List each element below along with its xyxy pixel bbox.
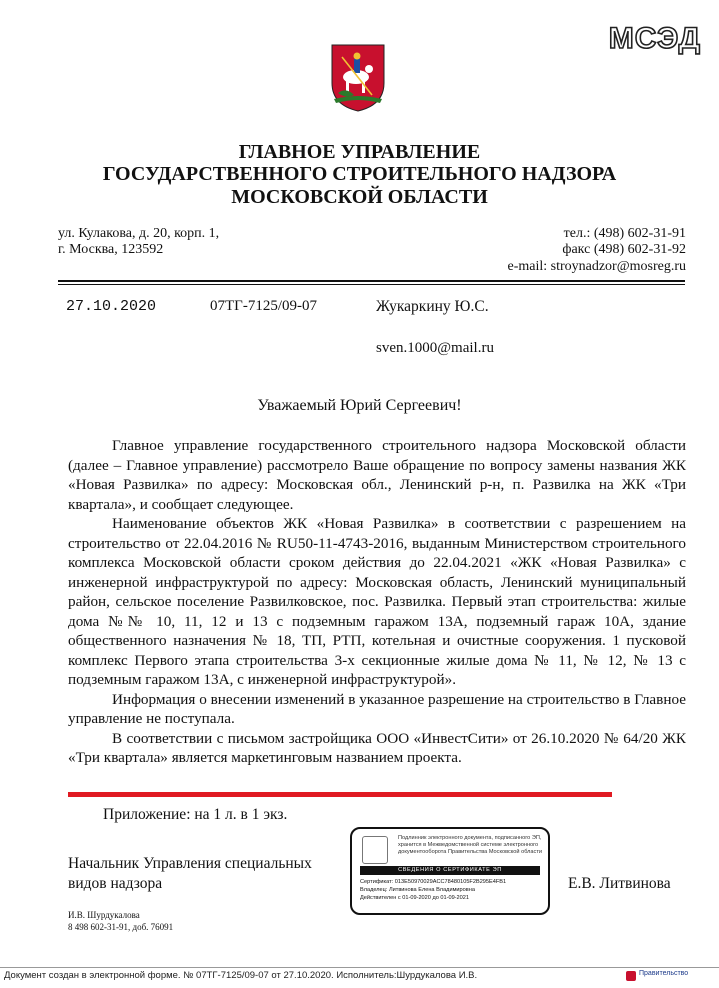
footer-logo-text: Правительство [639, 970, 689, 977]
address-line2: г. Москва, 123592 [58, 242, 164, 257]
email: e-mail: stroynadzor@mosreg.ru [507, 259, 686, 274]
document-number: 07ТГ-7125/09-07 [210, 298, 317, 314]
footer-text: Документ создан в электронной форме. № 07ТГ-7125/09-07 от 27.10.2020. Исполнитель:Шурдукалова И.В. [4, 970, 478, 981]
paragraph: В соответствии с письмом застройщика ООО «ИнвестСити» от 26.10.2020 № 64/20 ЖК «Три квартала» является маркетинговым названием проекта. [68, 729, 686, 766]
stamp-header: Подлинник электронного документа, подписанного ЭП, хранится в Межведомственной системе электронного документооборота Правительства Московской области [398, 835, 543, 855]
executor-name: И.В. Шурдукалова [68, 910, 140, 920]
header-divider-thin [58, 284, 685, 285]
address-line1: ул. Кулакова, д. 20, корп. 1, [58, 226, 220, 241]
certificate-owner: Владелец: Литвинова Елена Владимировна [360, 887, 475, 893]
org-name-line1: ГЛАВНОЕ УПРАВЛЕНИЕ [238, 141, 481, 163]
signer-title-line1: Начальник Управления специальных [68, 855, 312, 872]
signer-name: Е.В. Литвинова [568, 875, 671, 892]
red-separator-line [68, 792, 612, 797]
stamp-title: СВЕДЕНИЯ О СЕРТИФИКАТЕ ЭП [360, 866, 540, 875]
stamp-details [360, 878, 540, 902]
org-name-line2: ГОСУДАРСТВЕННОГО СТРОИТЕЛЬНОГО НАДЗОРА [102, 163, 617, 185]
phone: тел.: (498) 602-31-91 [563, 226, 686, 241]
document-date: 27.10.2020 [66, 298, 157, 315]
moscow-oblast-emblem [328, 43, 388, 113]
letter-body [68, 436, 686, 768]
paragraph: Главное управление государственного строительного надзора Московской области (далее – Главное управление) рассмотрело Ваше обращение по вопросу замены названия ЖК «Новая Развилка» по адресу: Московская обл., Ленинский р-н, п. Развилка на ЖК «Три квартала», и сообщает следующее. [68, 437, 686, 513]
header-divider-thick [58, 280, 685, 282]
paragraph: Наименование объектов ЖК «Новая Развилка» в соответствии с разрешением на строительство от 22.04.2016 № RU50-11-4743-2016, выданным Министерством строительного комплекса Московской области сроком действия до 22.04.2021 «ЖК «Новая Развилка» с инженерной инфраструктурой по адресу: Московская область, Ленинский муниципальный район, сельское поселение Развилковское, пос. Развилка. Первый этап строительства: жилые дома №№ 10, 11, 12 и 13 с подземным гаражом 13А, подземный гараж 10А, здание общественного назначения № 18, ТП, РТП, котельная и очистные сооружения. 1 пусковой комплекс Первого этапа строительства 3-х секционные жилые дома № 11, № 12, № 13 с подземным гаражом 13А, с инженерной инфраструктурой». [68, 515, 686, 688]
government-logo-icon [626, 971, 636, 981]
executor-phone: 8 498 602-31-91, доб. 76091 [68, 922, 174, 932]
certificate-validity: Действителен с 01-09-2020 до 01-09-2021 [360, 895, 469, 901]
org-name-line3: МОСКОВСКОЙ ОБЛАСТИ [231, 186, 488, 208]
signer-title-line2: видов надзора [68, 875, 163, 892]
certificate-number: Сертификат: 013E50970029ACC78480105F2B295E4FB1 [360, 879, 507, 885]
recipient-email: sven.1000@mail.ru [376, 340, 494, 356]
fax: факс (498) 602-31-92 [562, 242, 686, 257]
greeting: Уважаемый Юрий Сергеевич! [257, 397, 462, 414]
attachment-note: Приложение: на 1 л. в 1 экз. [103, 806, 288, 823]
recipient-name: Жукаркину Ю.С. [376, 298, 489, 315]
msed-logo: МСЭД [608, 22, 701, 55]
government-emblem-icon [362, 836, 388, 864]
paragraph: Информация о внесении изменений в указанное разрешение на строительство в Главное управление не поступала. [68, 690, 686, 727]
electronic-signature-stamp [350, 827, 550, 915]
